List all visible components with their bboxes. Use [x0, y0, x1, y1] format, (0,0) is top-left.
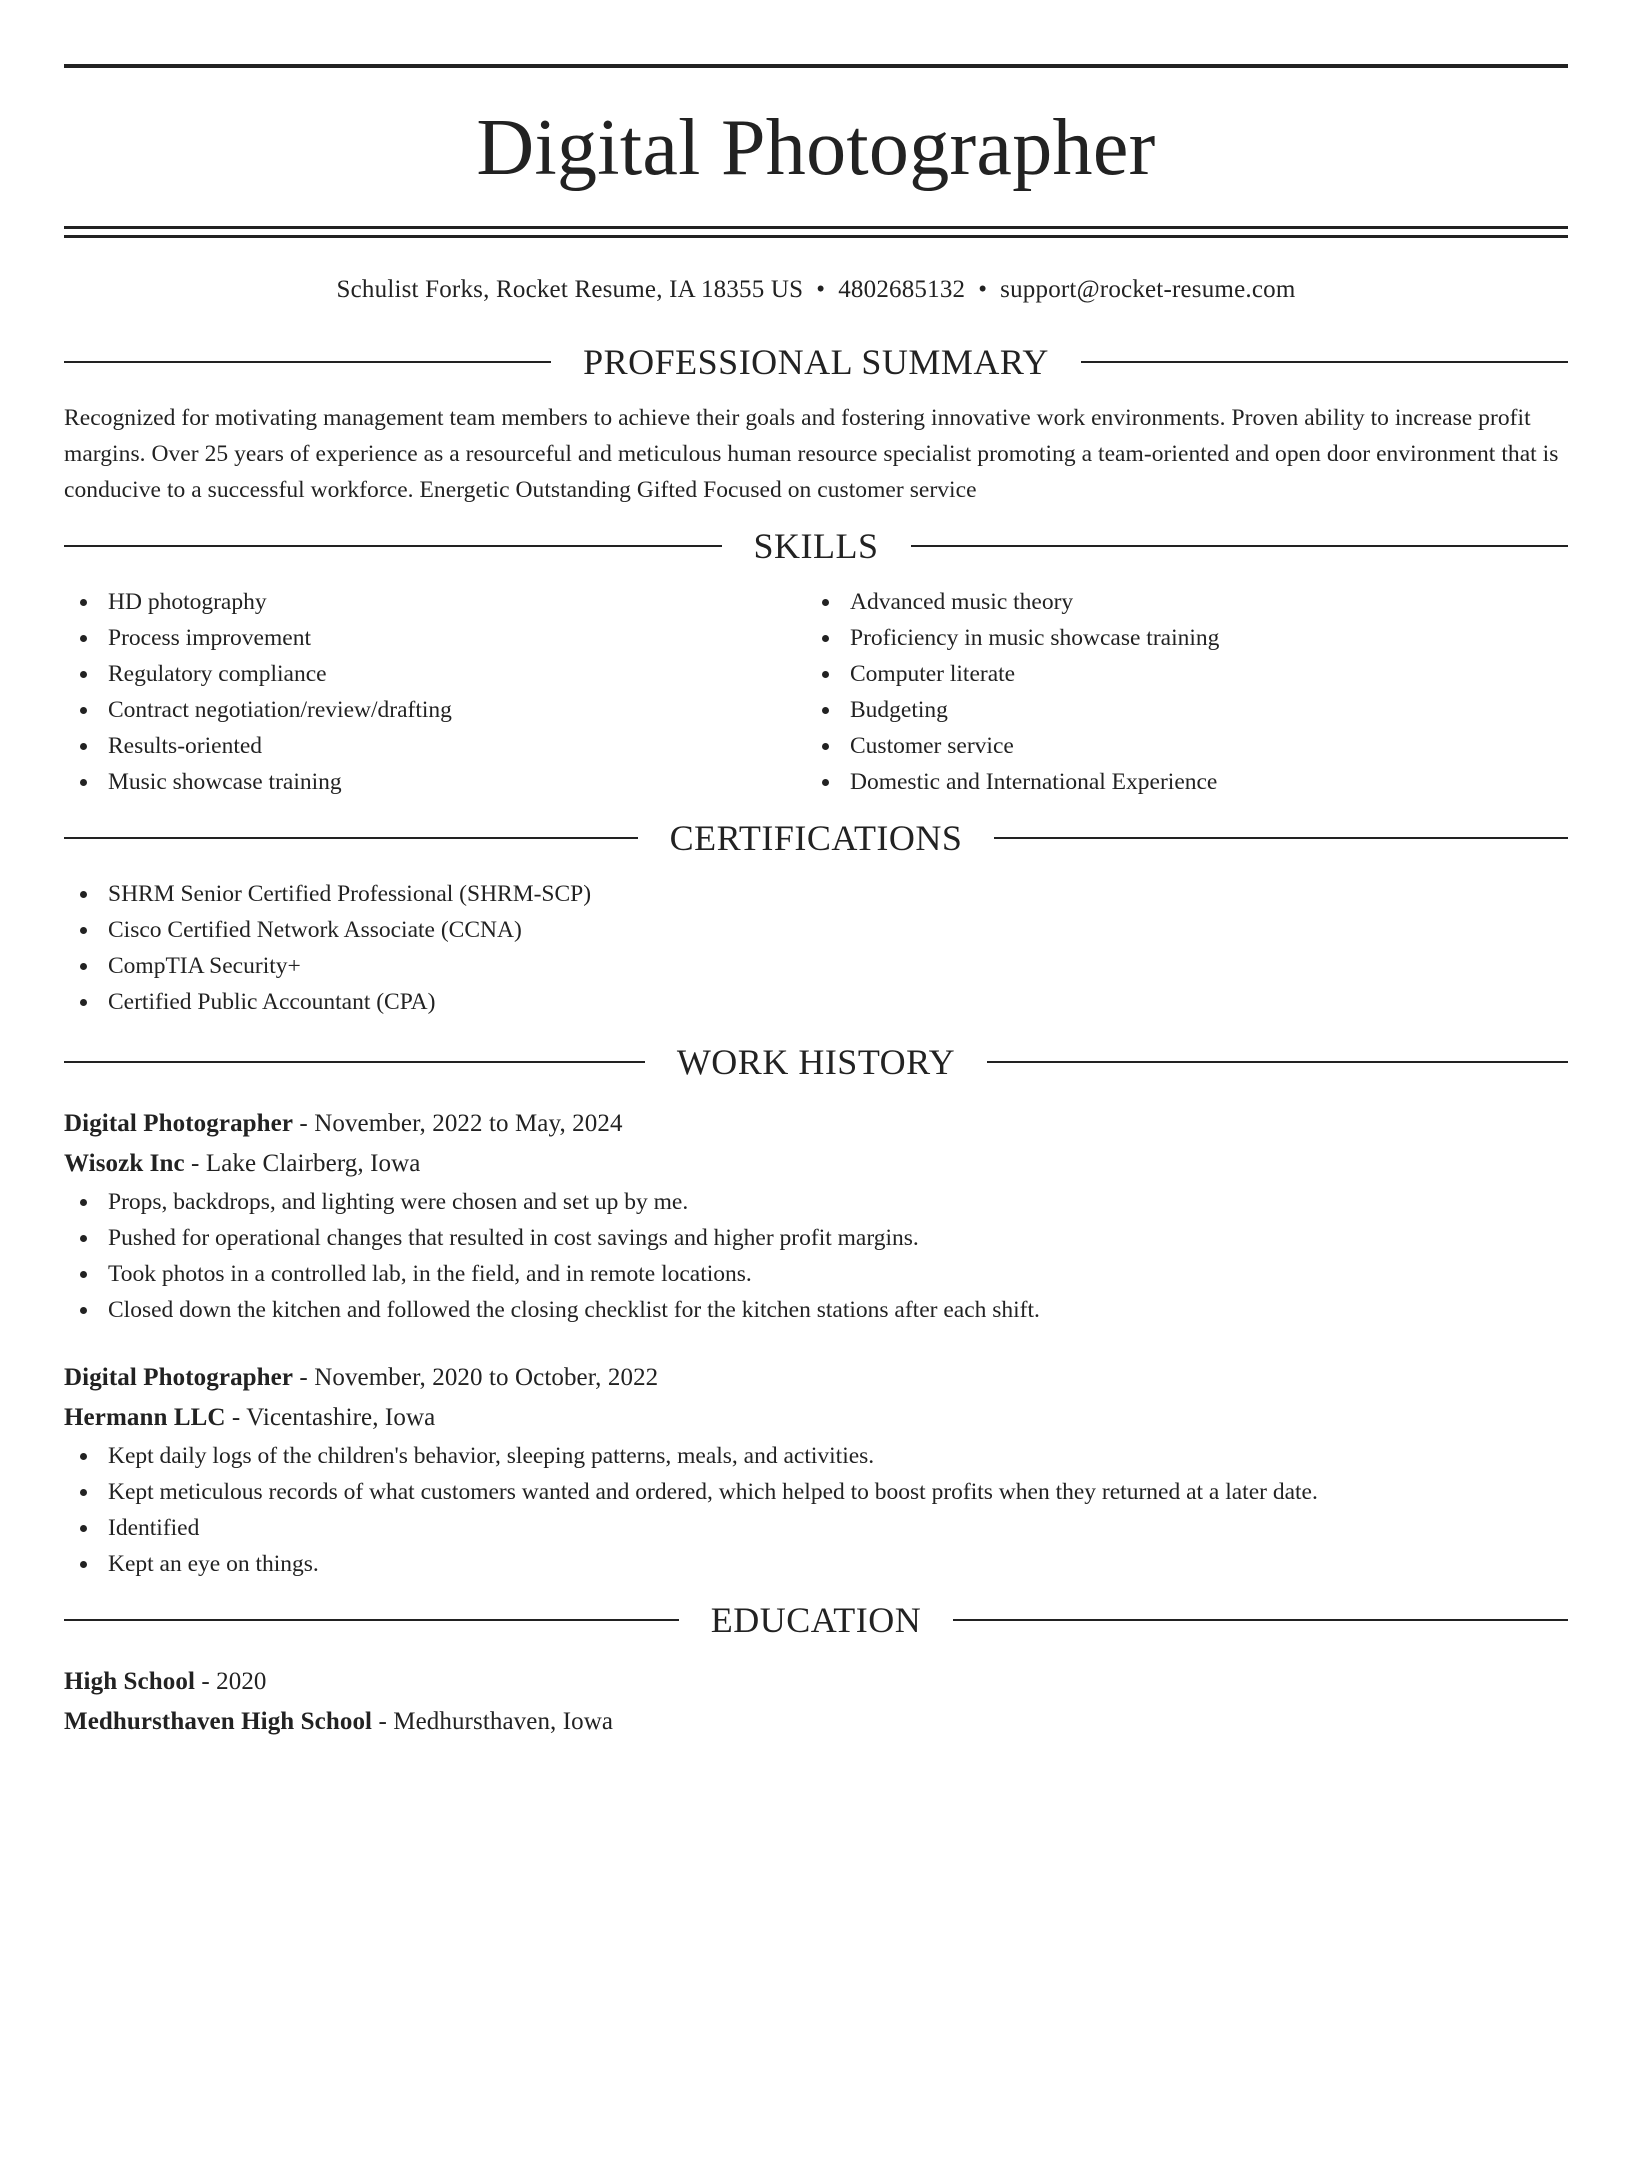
skill-item: Customer service: [806, 728, 1548, 764]
skills-list: [64, 584, 1568, 800]
job-location: - Vicentashire, Iowa: [225, 1404, 436, 1431]
skill-item: Advanced music theory: [806, 584, 1548, 620]
contact-email: support@rocket-resume.com: [1000, 276, 1296, 303]
heading-rule: [994, 837, 1568, 839]
section-heading-education: [64, 1600, 1568, 1640]
job-duty: Kept daily logs of the children's behavior, sleeping patterns, meals, and activities.: [64, 1438, 1568, 1474]
skill-item: Music showcase training: [64, 764, 806, 800]
skill-item: HD photography: [64, 584, 806, 620]
job-duties-list: [64, 1438, 1568, 1582]
skill-item: Budgeting: [806, 692, 1548, 728]
heading-rule: [911, 545, 1569, 547]
heading-label: EDUCATION: [710, 1600, 922, 1640]
heading-label: PROFESSIONAL SUMMARY: [583, 342, 1049, 382]
education-year: - 2020: [195, 1668, 267, 1695]
header-double-rule: [64, 226, 1568, 238]
job-company-line: [64, 1398, 1568, 1438]
job-title: Digital Photographer: [64, 1110, 294, 1137]
section-heading-summary: [64, 342, 1568, 382]
summary-text: Recognized for motivating management team members to achieve their goals and fostering innovative work environments. Proven ability to increase profit margins. Over 25 years of experience as a resourceful and meticulous human resource specialist promoting a team-oriented and open door environment that is conducive to a successful workforce. Energetic Outstanding Gifted Focused on customer service: [64, 405, 1559, 503]
certification-item: SHRM Senior Certified Professional (SHRM-SCP): [64, 876, 1568, 912]
job-duties-list: [64, 1184, 1568, 1328]
education-school: Medhursthaven High School: [64, 1708, 373, 1735]
heading-rule: [64, 545, 722, 547]
certification-item: Certified Public Accountant (CPA): [64, 984, 1568, 1020]
heading-rule: [987, 1061, 1568, 1063]
section-heading-work-history: [64, 1042, 1568, 1082]
education-school-line: [64, 1702, 1568, 1742]
skills-column-left: [64, 584, 806, 800]
contact-phone: 4802685132: [838, 276, 966, 303]
contact-separator: •: [816, 276, 826, 303]
section-heading-certifications: [64, 818, 1568, 858]
education-location: - Medhursthaven, Iowa: [372, 1708, 614, 1735]
job-dates: - November, 2022 to May, 2024: [293, 1110, 623, 1137]
job-duty: Kept an eye on things.: [64, 1546, 1568, 1582]
resume-name: Digital Photographer: [476, 104, 1156, 192]
heading-rule: [1081, 361, 1568, 363]
education-entry: [64, 1662, 1568, 1742]
certifications-list: [64, 876, 1568, 1020]
skill-item: Results-oriented: [64, 728, 806, 764]
job-duty: Pushed for operational changes that resulted in cost savings and higher profit margins.: [64, 1220, 1568, 1256]
contact-line: [64, 274, 1568, 306]
header-top-rule: [64, 64, 1568, 68]
certification-item: Cisco Certified Network Associate (CCNA): [64, 912, 1568, 948]
skills-column-right: [806, 584, 1548, 800]
heading-label: CERTIFICATIONS: [669, 818, 963, 858]
job-location: - Lake Clairberg, Iowa: [184, 1150, 421, 1177]
skill-item: Domestic and International Experience: [806, 764, 1548, 800]
contact-address: Schulist Forks, Rocket Resume, IA 18355 US: [336, 276, 804, 303]
job-company-line: [64, 1144, 1568, 1184]
job-title-line: [64, 1358, 1568, 1398]
job-duty: Props, backdrops, and lighting were chosen and set up by me.: [64, 1184, 1568, 1220]
skill-item: Process improvement: [64, 620, 806, 656]
job-duty: Kept meticulous records of what customers wanted and ordered, which helped to boost profits when they returned at a later date.: [64, 1474, 1568, 1510]
heading-label: SKILLS: [753, 526, 879, 566]
job-title: Digital Photographer: [64, 1364, 294, 1391]
resume-page: [0, 64, 1632, 2176]
section-heading-skills: [64, 526, 1568, 566]
heading-rule: [953, 1619, 1568, 1621]
heading-label: WORK HISTORY: [676, 1042, 956, 1082]
job-dates: - November, 2020 to October, 2022: [293, 1364, 659, 1391]
job-duty: Identified: [64, 1510, 1568, 1546]
heading-rule: [64, 361, 551, 363]
job-duty: Took photos in a controlled lab, in the field, and in remote locations.: [64, 1256, 1568, 1292]
education-degree: High School: [64, 1668, 195, 1695]
job-company: Wisozk Inc: [64, 1150, 185, 1177]
skill-item: Proficiency in music showcase training: [806, 620, 1548, 656]
education-degree-line: [64, 1662, 1568, 1702]
job-company: Hermann LLC: [64, 1404, 226, 1431]
heading-rule: [64, 837, 638, 839]
skill-item: Regulatory compliance: [64, 656, 806, 692]
certification-item: CompTIA Security+: [64, 948, 1568, 984]
heading-rule: [64, 1619, 679, 1621]
heading-rule: [64, 1061, 645, 1063]
job-title-line: [64, 1104, 1568, 1144]
job-entry: [64, 1358, 1568, 1582]
job-entry: [64, 1104, 1568, 1328]
contact-separator: •: [978, 276, 988, 303]
skill-item: Computer literate: [806, 656, 1548, 692]
job-duty: Closed down the kitchen and followed the closing checklist for the kitchen stations after each shift.: [64, 1292, 1568, 1328]
skill-item: Contract negotiation/review/drafting: [64, 692, 806, 728]
